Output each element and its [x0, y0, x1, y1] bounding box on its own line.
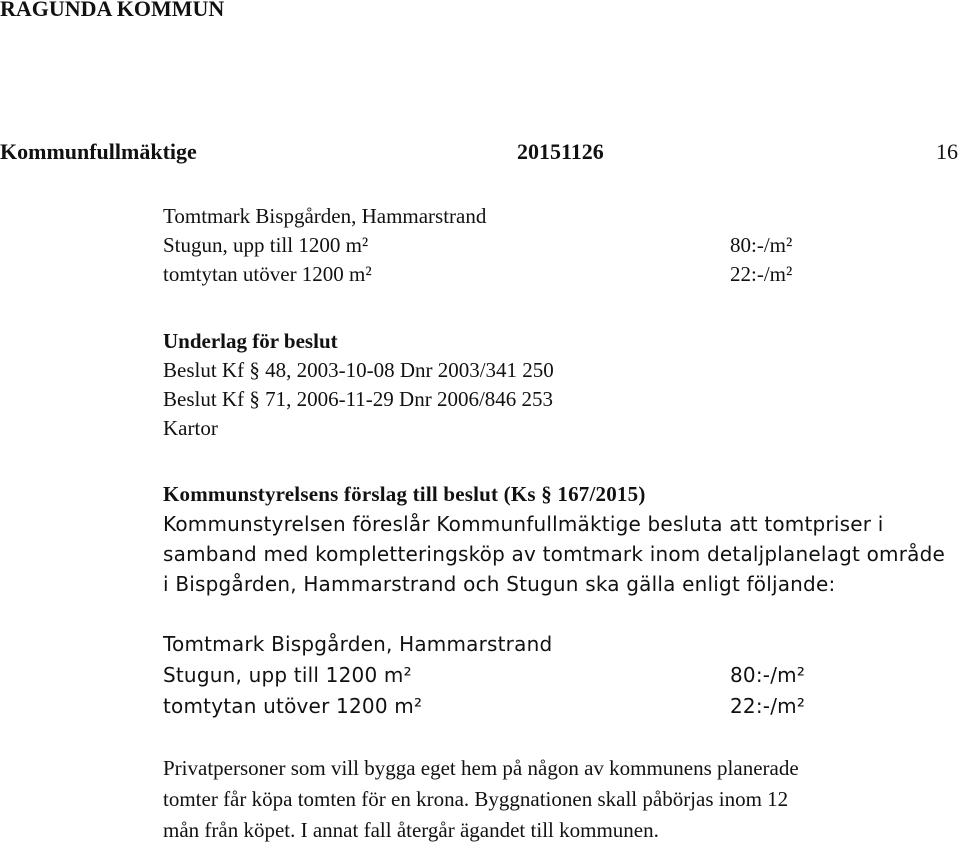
price-list-title: Tomtmark Bispgården, Hammarstrand	[163, 632, 553, 656]
paragraph-line: Privatpersoner som vill bygga eget hem på någon av kommunens planerade	[163, 756, 799, 780]
meeting-date: 20151126	[517, 139, 604, 164]
price-row	[163, 660, 953, 691]
decision-basis-section	[163, 327, 953, 443]
private-persons-paragraph	[163, 753, 958, 846]
organization-name: RAGUNDA KOMMUN	[0, 0, 225, 21]
price-row	[163, 231, 953, 260]
price-row-value: 22:-/m²	[730, 694, 806, 718]
price-row-value: 80:-/m²	[730, 233, 793, 257]
price-list-title: Tomtmark Bispgården, Hammarstrand	[163, 204, 487, 228]
basis-item: Beslut Kf § 71, 2006-11-29 Dnr 2006/846 253	[163, 387, 554, 411]
proposal-section	[163, 479, 953, 599]
price-row	[163, 260, 953, 289]
price-row-label: Stugun, upp till 1200 m²	[163, 233, 369, 257]
price-list-1	[163, 202, 953, 289]
basis-item: Beslut Kf § 48, 2003-10-08 Dnr 2003/341 250	[163, 358, 554, 382]
proposal-line: Kommunstyrelsen föreslår Kommunfullmäktige besluta att tomtpriser i	[163, 512, 884, 536]
proposal-line: i Bispgården, Hammarstrand och Stugun ska gälla enligt följande:	[163, 572, 836, 596]
basis-item: Kartor	[163, 416, 218, 440]
price-row-value: 22:-/m²	[730, 262, 793, 286]
paragraph-line: tomter får köpa tomten för en krona. Byggnationen skall påbörjas inom 12	[163, 787, 789, 811]
section-heading: Kommunstyrelsens förslag till beslut (Ks § 167/2015)	[163, 482, 646, 506]
price-list-2	[163, 629, 953, 722]
governing-body-title: Kommunfullmäktige	[0, 139, 197, 164]
proposal-line: samband med kompletteringsköp av tomtmark inom detaljplanelagt område	[163, 542, 946, 566]
price-row-value: 80:-/m²	[730, 663, 806, 687]
price-row-label: tomtytan utöver 1200 m²	[163, 694, 423, 718]
paragraph-line: mån från köpet. I annat fall återgår ägandet till kommunen.	[163, 818, 659, 842]
price-row	[163, 691, 953, 722]
price-row-label: tomtytan utöver 1200 m²	[163, 262, 372, 286]
price-row-label: Stugun, upp till 1200 m²	[163, 663, 412, 687]
section-heading: Underlag för beslut	[163, 329, 338, 353]
page-number: 16	[936, 139, 958, 164]
